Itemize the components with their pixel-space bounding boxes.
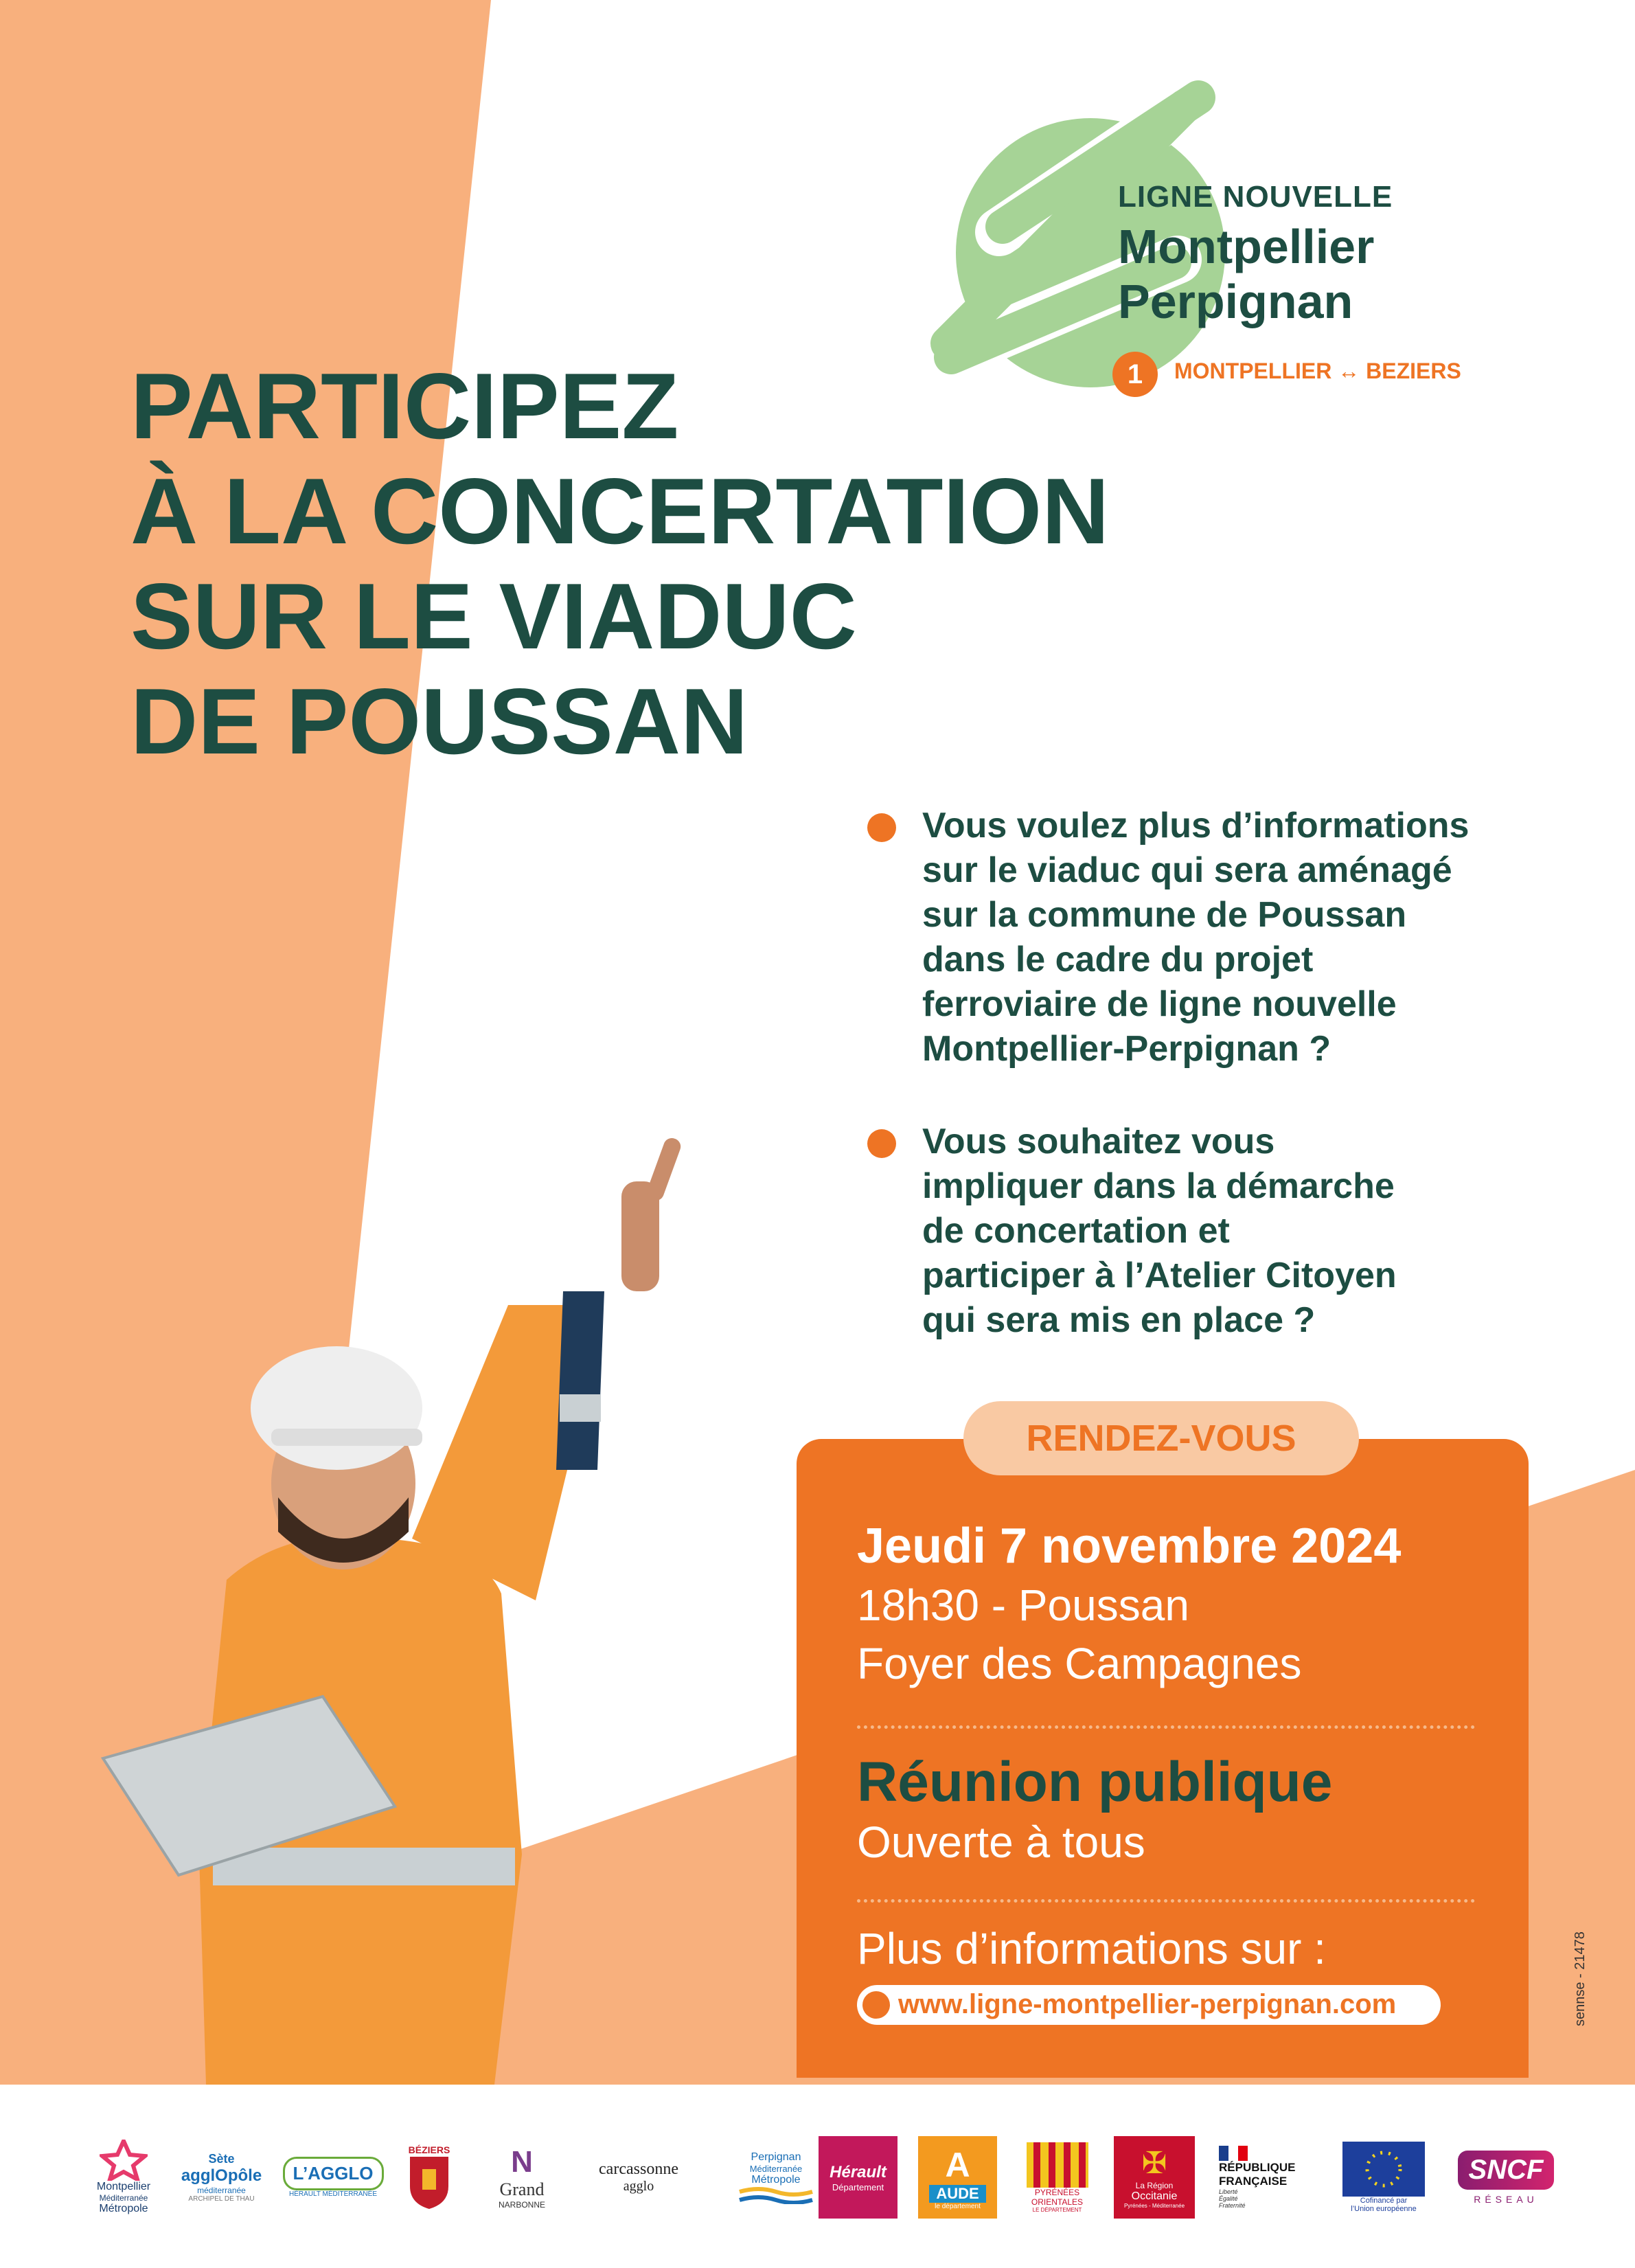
logo-aude	[918, 2136, 997, 2219]
bullet-line: sur la commune de Poussan	[922, 895, 1407, 935]
logo-sncf-reseau	[1454, 2136, 1557, 2219]
partner-text: BÉZIERS	[408, 2144, 450, 2155]
partner-text: RÉPUBLIQUE	[1219, 2161, 1296, 2174]
partner-text: Métropole	[751, 2173, 801, 2186]
partner-text: AUDE	[929, 2185, 985, 2203]
logo-carcassonne-agglo	[577, 2136, 700, 2219]
partner-text: N	[511, 2145, 533, 2179]
logo-sete-agglopole	[175, 2136, 268, 2219]
eu-flag-icon	[1342, 2142, 1425, 2197]
logo-republique-francaise	[1219, 2136, 1315, 2219]
partner-text: Occitanie	[1131, 2190, 1178, 2202]
bullet-dot-icon	[867, 813, 896, 842]
event-type: Réunion publique	[857, 1751, 1333, 1813]
bullet-line: Vous souhaitez vous	[922, 1122, 1275, 1161]
more-info-label: Plus d’informations sur :	[857, 1924, 1326, 1973]
partner-text: RÉSEAU	[1474, 2193, 1538, 2205]
aude-mark-icon: A	[945, 2145, 970, 2184]
bullet-line: sur le viaduc qui sera aménagé	[922, 850, 1452, 890]
logo-montpellier-metropole	[79, 2136, 168, 2219]
website-link[interactable]	[857, 1985, 1441, 2025]
title-line: PARTICIPEZ	[130, 354, 679, 458]
dotted-divider	[857, 1899, 1475, 1903]
partner-text: méditerranée	[197, 2186, 246, 2195]
partner-text: PYRÉNÉES	[1034, 2187, 1080, 2197]
partner-text: Grand	[499, 2179, 545, 2199]
shield-icon	[409, 2155, 450, 2210]
partner-text: Méditerranée	[749, 2163, 803, 2174]
bullet-line: Vous voulez plus d’informations	[922, 806, 1470, 846]
event-audience: Ouverte à tous	[857, 1817, 1145, 1867]
partner-text: agglOpôle	[181, 2166, 262, 2185]
partner-text: Méditerranée	[99, 2193, 148, 2203]
partner-text: Département	[832, 2181, 884, 2192]
logo-agglo-herault	[278, 2136, 388, 2219]
bullet-line: de concertation et	[922, 1211, 1230, 1251]
partner-text: Fraternité	[1219, 2202, 1246, 2209]
event-place: Foyer des Campagnes	[857, 1639, 1302, 1688]
logo-grand-narbonne	[481, 2136, 563, 2219]
event-time: 18h30 - Poussan	[857, 1580, 1189, 1630]
partner-text: L’AGGLO	[283, 2157, 384, 2190]
print-credit: sennse - 21478	[1573, 1931, 1588, 2026]
logo-beziers	[402, 2136, 457, 2219]
partner-text: SNCF	[1458, 2151, 1555, 2190]
partner-text: LE DÉPARTEMENT	[1032, 2206, 1082, 2213]
bullet-line: participer à l’Atelier Citoyen	[922, 1256, 1397, 1295]
bullet-dot-icon	[867, 1129, 896, 1158]
partner-text: Liberté	[1219, 2188, 1238, 2195]
partner-text: NARBONNE	[498, 2200, 545, 2210]
section-label: MONTPELLIER ↔ BEZIERS	[1174, 359, 1461, 383]
partner-text: l’Union européenne	[1351, 2205, 1417, 2213]
partner-text: carcassonne	[599, 2160, 678, 2178]
partner-text: ORIENTALES	[1031, 2197, 1084, 2207]
star-icon	[100, 2140, 148, 2181]
partner-text: Métropole	[99, 2203, 148, 2214]
section-number-badge: 1	[1112, 352, 1158, 397]
page-title	[130, 354, 1109, 774]
logo-pyrenees-orientales	[1018, 2136, 1097, 2219]
logo-perpignan: Perpignan	[1118, 275, 1353, 328]
title-line: DE POUSSAN	[130, 669, 748, 773]
website-url[interactable]: www.ligne-montpellier-perpignan.com	[898, 1989, 1397, 2019]
bullet-line: Montpellier-Perpignan ?	[922, 1029, 1331, 1069]
partner-text: Montpellier	[96, 2181, 151, 2192]
link-dot-icon	[862, 1991, 890, 2019]
partner-text: Perpignan	[751, 2151, 801, 2163]
partner-text: La Région	[1135, 2181, 1174, 2190]
partner-text: le département	[935, 2202, 981, 2210]
bullet-line: impliquer dans la démarche	[922, 1166, 1395, 1206]
occitan-cross-icon: ✠	[1141, 2146, 1167, 2180]
rendez-vous-label: RENDEZ-VOUS	[963, 1401, 1359, 1475]
title-line: SUR LE VIADUC	[130, 564, 857, 668]
partner-text: Pyrénées - Méditerranée	[1123, 2203, 1185, 2209]
french-flag-icon	[1219, 2146, 1248, 2161]
bullet-line: ferroviaire de ligne nouvelle	[922, 984, 1397, 1024]
waves-icon	[738, 2186, 814, 2204]
partner-text: Hérault	[830, 2162, 887, 2181]
logo-montpellier: Montpellier	[1118, 220, 1375, 273]
partner-text: Cofinancé par	[1360, 2197, 1408, 2205]
bullet-line: dans le cadre du projet	[922, 940, 1314, 979]
partner-text: FRANÇAISE	[1219, 2175, 1288, 2188]
catalan-flag-icon	[1027, 2142, 1088, 2188]
title-line: À LA CONCERTATION	[130, 459, 1110, 563]
partner-text: Sète	[208, 2152, 235, 2166]
logo-union-europeenne	[1329, 2136, 1439, 2219]
partner-text: ARCHIPEL DE THAU	[188, 2195, 255, 2203]
partner-text: agglo	[623, 2179, 654, 2194]
partner-text: Égalité	[1219, 2195, 1238, 2202]
logo-perpignan-metropole	[731, 2136, 821, 2219]
bullet-line: qui sera mis en place ?	[922, 1300, 1316, 1340]
logo-herault-departement	[819, 2136, 897, 2219]
dotted-divider	[857, 1725, 1475, 1729]
partner-text: HÉRAULT MÉDITERRANÉE	[289, 2190, 377, 2198]
logo-region-occitanie	[1114, 2136, 1195, 2219]
event-date: Jeudi 7 novembre 2024	[857, 1519, 1402, 1574]
logo-line-nouvelle: LIGNE NOUVELLE	[1118, 180, 1393, 214]
